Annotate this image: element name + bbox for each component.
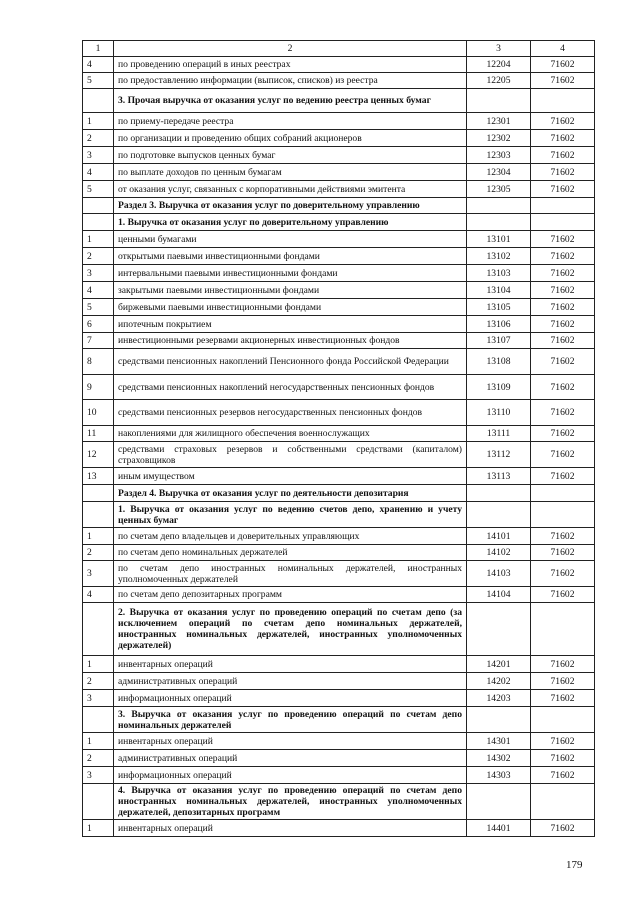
section-heading: Раздел 3. Выручка от оказания услуг по доверительному управлению [114, 198, 467, 214]
table-row [83, 299, 595, 316]
table-row [83, 375, 595, 400]
account-number: 71602 [531, 231, 595, 248]
column-header-cell: 3 [467, 41, 531, 57]
table-row [83, 690, 595, 707]
symbol-code: 13102 [467, 248, 531, 265]
row-description: накоплениями для жилищного обеспечения военнослужащих [114, 426, 467, 442]
account-number: 71602 [531, 333, 595, 349]
account-number: 71602 [531, 316, 595, 333]
row-description: инвентарных операций [114, 820, 467, 837]
symbol-code: 13111 [467, 426, 531, 442]
account-number: 71602 [531, 73, 595, 89]
row-description: по подготовке выпусков ценных бумаг [114, 147, 467, 164]
row-number: 3 [83, 265, 114, 282]
account-number: 71602 [531, 468, 595, 485]
symbol-code: 14201 [467, 656, 531, 673]
row-description: биржевыми паевыми инвестиционными фондами [114, 299, 467, 316]
empty-cell [531, 784, 595, 820]
row-number: 1 [83, 231, 114, 248]
symbol-code: 12204 [467, 57, 531, 73]
row-number: 11 [83, 426, 114, 442]
account-number: 71602 [531, 690, 595, 707]
symbol-code: 12304 [467, 164, 531, 181]
symbol-code: 13107 [467, 333, 531, 349]
row-number: 4 [83, 57, 114, 73]
symbol-code: 13109 [467, 375, 531, 400]
row-description: по счетам депо владельцев и доверительных управляющих [114, 528, 467, 545]
table-row [83, 400, 595, 426]
symbol-code: 12301 [467, 113, 531, 130]
table-row [83, 57, 595, 73]
row-description: по выплате доходов по ценным бумагам [114, 164, 467, 181]
table-row [83, 545, 595, 561]
row-description: открытыми паевыми инвестиционными фондами [114, 248, 467, 265]
symbol-code: 13105 [467, 299, 531, 316]
column-header-row [83, 41, 595, 57]
table-row [83, 587, 595, 603]
empty-cell [467, 485, 531, 502]
account-number: 71602 [531, 113, 595, 130]
row-number: 2 [83, 545, 114, 561]
table-row [83, 528, 595, 545]
row-description: ценными бумагами [114, 231, 467, 248]
section-heading-row [83, 502, 595, 528]
account-number: 71602 [531, 767, 595, 784]
empty-cell [467, 707, 531, 733]
row-number: 3 [83, 767, 114, 784]
section-heading: Раздел 4. Выручка от оказания услуг по деятельности депозитария [114, 485, 467, 502]
row-description: средствами пенсионных накоплений негосударственных пенсионных фондов [114, 375, 467, 400]
symbol-code: 12305 [467, 181, 531, 198]
table-row [83, 147, 595, 164]
table-row [83, 282, 595, 299]
symbol-code: 13112 [467, 442, 531, 468]
symbol-code: 14104 [467, 587, 531, 603]
empty-cell [83, 784, 114, 820]
empty-cell [83, 198, 114, 214]
symbol-code: 14101 [467, 528, 531, 545]
row-number: 8 [83, 349, 114, 375]
account-codes-table [82, 40, 595, 837]
table-row [83, 442, 595, 468]
section-heading-row [83, 707, 595, 733]
table-row [83, 468, 595, 485]
section-heading-row [83, 89, 595, 113]
row-number: 2 [83, 673, 114, 690]
table-row [83, 820, 595, 837]
row-number: 4 [83, 587, 114, 603]
section-heading: 1. Выручка от оказания услуг по ведению счетов депо, хранению и учету ценных бумаг [114, 502, 467, 528]
row-description: инвестиционными резервами акционерных инвестиционных фондов [114, 333, 467, 349]
table-row [83, 750, 595, 767]
account-number: 71602 [531, 57, 595, 73]
section-heading-row [83, 214, 595, 231]
row-number: 1 [83, 733, 114, 750]
account-number: 71602 [531, 426, 595, 442]
row-description: по счетам депо номинальных держателей [114, 545, 467, 561]
empty-cell [83, 603, 114, 656]
account-number: 71602 [531, 299, 595, 316]
account-number: 71602 [531, 130, 595, 147]
symbol-code: 13104 [467, 282, 531, 299]
row-number: 2 [83, 750, 114, 767]
account-number: 71602 [531, 528, 595, 545]
symbol-code: 12303 [467, 147, 531, 164]
row-number: 3 [83, 561, 114, 587]
table-row [83, 113, 595, 130]
table-row [83, 73, 595, 89]
row-number: 10 [83, 400, 114, 426]
section-heading-row [83, 198, 595, 214]
account-number: 71602 [531, 400, 595, 426]
account-number: 71602 [531, 181, 595, 198]
empty-cell [467, 502, 531, 528]
row-description: интервальными паевыми инвестиционными фондами [114, 265, 467, 282]
symbol-code: 14302 [467, 750, 531, 767]
empty-cell [467, 198, 531, 214]
row-description: средствами пенсионных накоплений Пенсионного фонда Российской Федерации [114, 349, 467, 375]
account-number: 71602 [531, 282, 595, 299]
row-number: 5 [83, 73, 114, 89]
row-description: информационных операций [114, 767, 467, 784]
table-row [83, 349, 595, 375]
account-number: 71602 [531, 587, 595, 603]
empty-cell [531, 214, 595, 231]
row-number: 1 [83, 113, 114, 130]
section-heading: 3. Выручка от оказания услуг по проведению операций по счетам депо номинальных держателей [114, 707, 467, 733]
row-description: средствами пенсионных резервов негосударственных пенсионных фондов [114, 400, 467, 426]
account-number: 71602 [531, 164, 595, 181]
row-number: 4 [83, 164, 114, 181]
empty-cell [83, 485, 114, 502]
row-number: 13 [83, 468, 114, 485]
section-heading: 2. Выручка от оказания услуг по проведению операций по счетам депо (за исключением операций по счетам депо номинальных держателей, иностранных номинальных держателей, иностранных уполномоченных держателей) [114, 603, 467, 656]
symbol-code: 14103 [467, 561, 531, 587]
account-number: 71602 [531, 820, 595, 837]
table-row [83, 733, 595, 750]
symbol-code: 13103 [467, 265, 531, 282]
row-number: 5 [83, 299, 114, 316]
account-number: 71602 [531, 248, 595, 265]
section-heading: 1. Выручка от оказания услуг по доверительному управлению [114, 214, 467, 231]
account-number: 71602 [531, 733, 595, 750]
section-heading-row [83, 485, 595, 502]
row-number: 1 [83, 820, 114, 837]
table-row [83, 656, 595, 673]
row-description: по счетам депо иностранных номинальных держателей, иностранных уполномоченных держателей [114, 561, 467, 587]
empty-cell [531, 485, 595, 502]
symbol-code: 12205 [467, 73, 531, 89]
row-description: инвентарных операций [114, 733, 467, 750]
section-heading-row [83, 603, 595, 656]
section-heading: 3. Прочая выручка от оказания услуг по ведению реестра ценных бумаг [114, 89, 467, 113]
empty-cell [531, 198, 595, 214]
table-row [83, 181, 595, 198]
row-number: 2 [83, 130, 114, 147]
account-number: 71602 [531, 750, 595, 767]
account-number: 71602 [531, 349, 595, 375]
row-description: по проведению операций в иных реестрах [114, 57, 467, 73]
empty-cell [531, 707, 595, 733]
row-description: по предоставлению информации (выписок, списков) из реестра [114, 73, 467, 89]
row-number: 3 [83, 147, 114, 164]
row-number: 3 [83, 690, 114, 707]
section-heading-row [83, 784, 595, 820]
row-description: по приему-передаче реестра [114, 113, 467, 130]
account-number: 71602 [531, 656, 595, 673]
empty-cell [531, 502, 595, 528]
empty-cell [467, 214, 531, 231]
account-number: 71602 [531, 147, 595, 164]
row-number: 4 [83, 282, 114, 299]
row-number: 1 [83, 528, 114, 545]
symbol-code: 14202 [467, 673, 531, 690]
row-description: закрытыми паевыми инвестиционными фондами [114, 282, 467, 299]
table-row [83, 231, 595, 248]
row-description: административных операций [114, 750, 467, 767]
account-number: 71602 [531, 375, 595, 400]
row-number: 12 [83, 442, 114, 468]
table-row [83, 265, 595, 282]
symbol-code: 12302 [467, 130, 531, 147]
symbol-code: 13101 [467, 231, 531, 248]
page-number: 179 [566, 859, 583, 871]
symbol-code: 14102 [467, 545, 531, 561]
empty-cell [83, 89, 114, 113]
column-header-cell: 2 [114, 41, 467, 57]
table-row [83, 561, 595, 587]
symbol-code: 14203 [467, 690, 531, 707]
symbol-code: 13110 [467, 400, 531, 426]
account-number: 71602 [531, 265, 595, 282]
row-number: 6 [83, 316, 114, 333]
empty-cell [83, 502, 114, 528]
column-header-cell: 4 [531, 41, 595, 57]
symbol-code: 13108 [467, 349, 531, 375]
empty-cell [467, 784, 531, 820]
row-description: от оказания услуг, связанных с корпоративными действиями эмитента [114, 181, 467, 198]
row-description: инвентарных операций [114, 656, 467, 673]
table-row [83, 333, 595, 349]
row-description: ипотечным покрытием [114, 316, 467, 333]
account-number: 71602 [531, 561, 595, 587]
column-header-cell: 1 [83, 41, 114, 57]
row-number: 2 [83, 248, 114, 265]
row-description: иным имуществом [114, 468, 467, 485]
empty-cell [83, 707, 114, 733]
empty-cell [531, 89, 595, 113]
table-row [83, 130, 595, 147]
table-row [83, 673, 595, 690]
table-row [83, 426, 595, 442]
symbol-code: 14401 [467, 820, 531, 837]
table-row [83, 248, 595, 265]
empty-cell [83, 214, 114, 231]
row-number: 1 [83, 656, 114, 673]
symbol-code: 14301 [467, 733, 531, 750]
section-heading: 4. Выручка от оказания услуг по проведению операций по счетам депо иностранных номинальных держателей, иностранных уполномоченных держателей, депозитарных программ [114, 784, 467, 820]
table-row [83, 316, 595, 333]
account-number: 71602 [531, 545, 595, 561]
table-row [83, 767, 595, 784]
account-number: 71602 [531, 442, 595, 468]
symbol-code: 14303 [467, 767, 531, 784]
empty-cell [531, 603, 595, 656]
row-number: 7 [83, 333, 114, 349]
row-number: 9 [83, 375, 114, 400]
empty-cell [467, 603, 531, 656]
table-row [83, 164, 595, 181]
account-number: 71602 [531, 673, 595, 690]
row-description: средствами страховых резервов и собственными средствами (капиталом) страховщиков [114, 442, 467, 468]
symbol-code: 13106 [467, 316, 531, 333]
row-number: 5 [83, 181, 114, 198]
row-description: по организации и проведению общих собраний акционеров [114, 130, 467, 147]
symbol-code: 13113 [467, 468, 531, 485]
row-description: по счетам депо депозитарных программ [114, 587, 467, 603]
row-description: информационных операций [114, 690, 467, 707]
row-description: административных операций [114, 673, 467, 690]
empty-cell [467, 89, 531, 113]
